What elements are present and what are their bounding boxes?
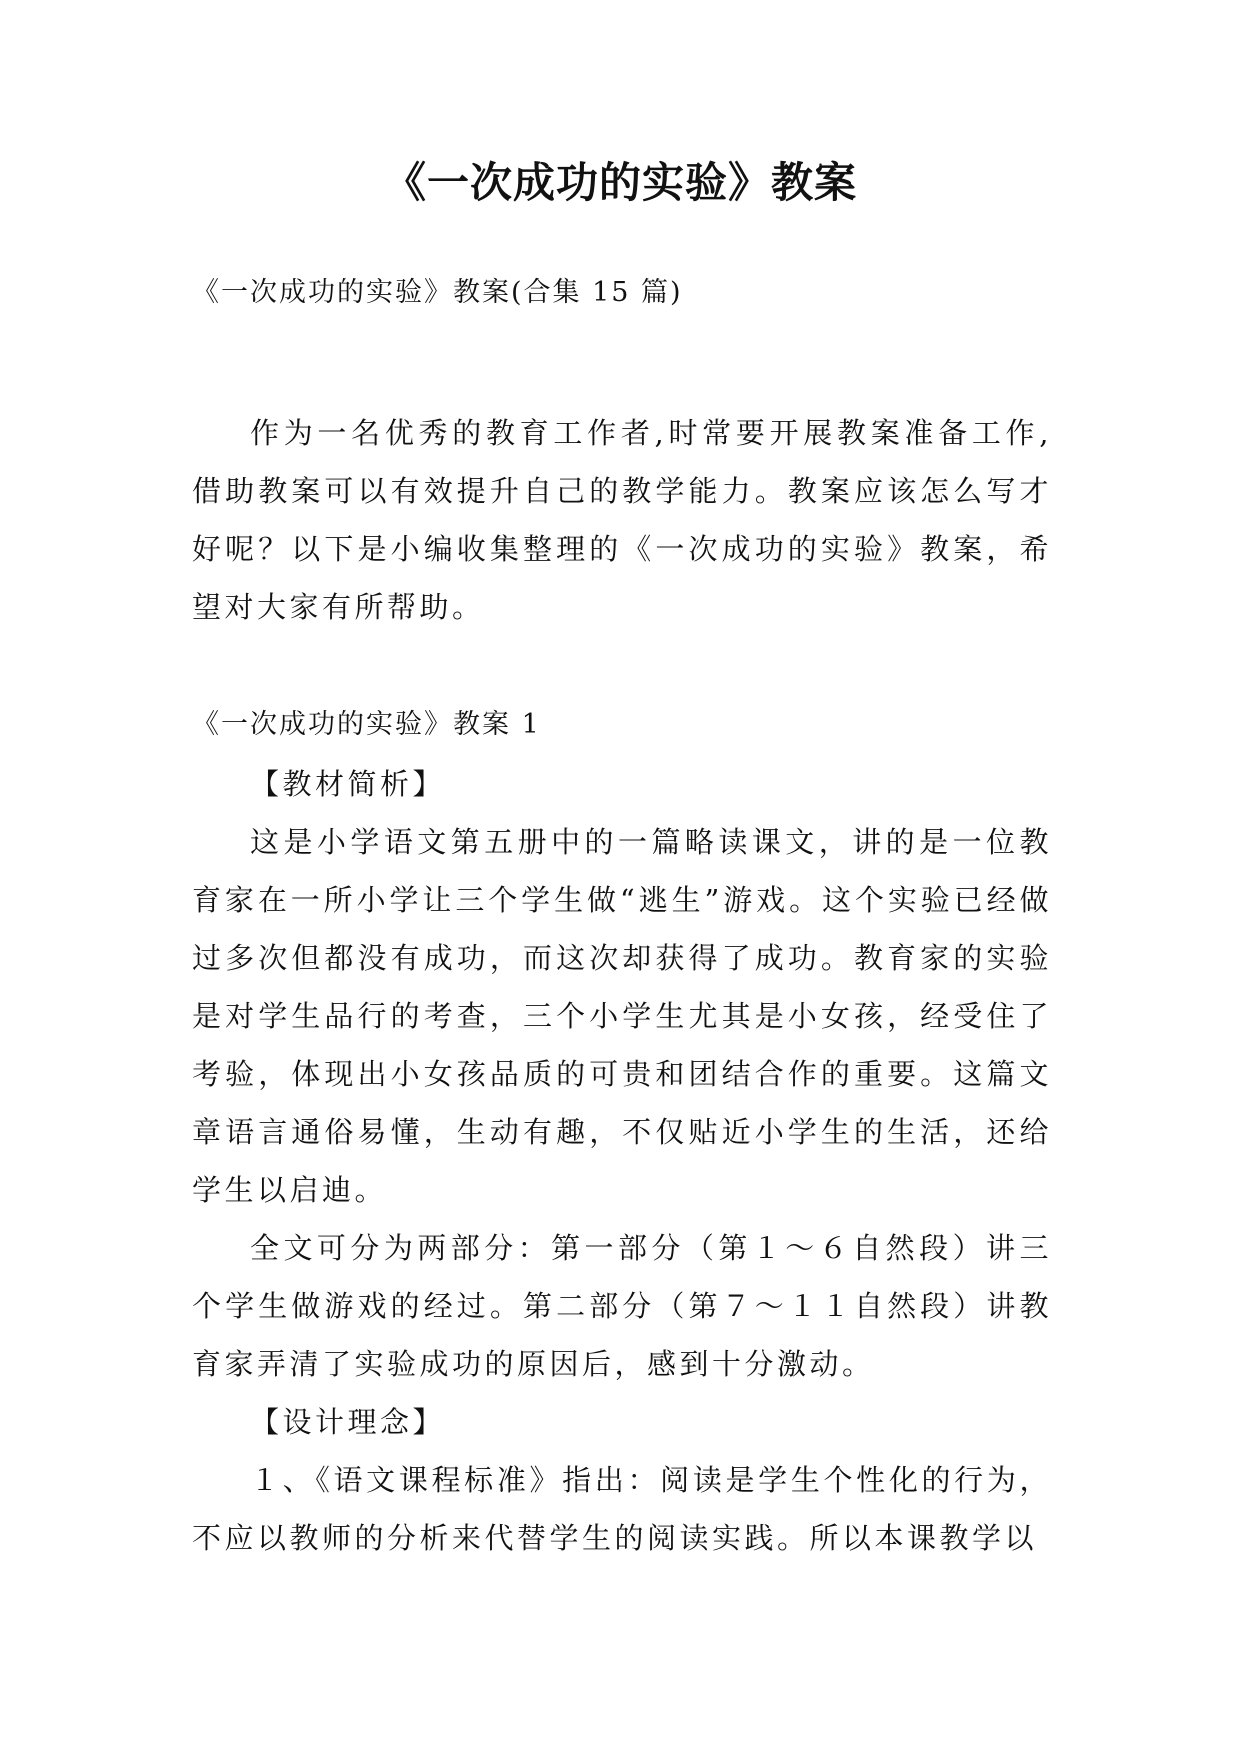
section-heading-textbook-analysis: 【教材简析】 [250, 767, 446, 801]
section-title: 《一次成功的实验》教案 1 [192, 709, 541, 740]
intro-paragraph: 作为一名优秀的教育工作者,时常要开展教案准备工作,借助教案可以有效提升自己的教学能力。教案应该怎么写才好呢？以下是小编收集整理的《一次成功的实验》教案，希望对大家有所帮助。 [192, 416, 1052, 624]
paragraph-design-concept: １、《语文课程标准》指出：阅读是学生个性化的行为，不应以教师的分析来代替学生的阅读实践。所以本课教学以 [192, 1463, 1052, 1555]
paragraph-structure: 全文可分为两部分：第一部分（第１～６自然段）讲三个学生做游戏的经过。第二部分（第７～１１自然段）讲教育家弄清了实验成功的原因后，感到十分激动。 [192, 1231, 1052, 1381]
document-subtitle: 《一次成功的实验》教案(合集 15 篇) [192, 277, 683, 308]
intro-block [192, 404, 1052, 636]
document-title: 《一次成功的实验》教案 [383, 158, 857, 207]
paragraph-textbook-analysis: 这是小学语文第五册中的一篇略读课文，讲的是一位教育家在一所小学让三个学生做“逃生”游戏。这个实验已经做过多次但都没有成功，而这次却获得了成功。教育家的实验是对学生品行的考查，三个小学生尤其是小女孩，经受住了考验，体现出小女孩品质的可贵和团结合作的重要。这篇文章语言通俗易懂，生动有趣，不仅贴近小学生的生活，还给学生以启迪。 [192, 825, 1052, 1207]
section-body [192, 755, 1052, 1567]
section-heading-design-concept: 【设计理念】 [250, 1405, 446, 1439]
